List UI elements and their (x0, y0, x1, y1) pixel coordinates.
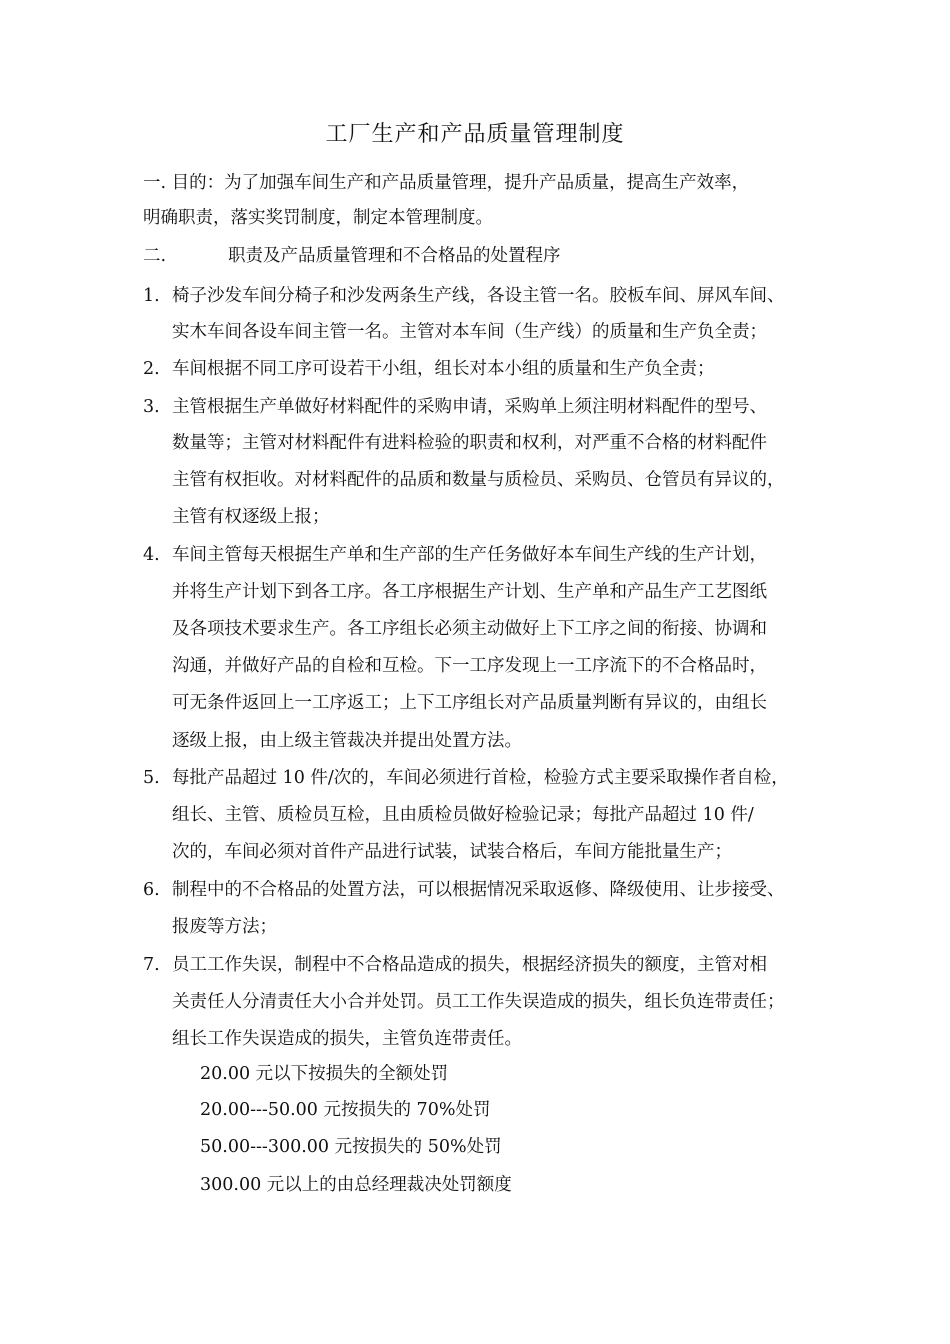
penalty-line: 20.00---50.00 元按损失的 70%处罚 (200, 1100, 491, 1120)
item-line: 数量等；主管对材料配件有进料检验的职责和权利，对严重不合格的材料配件 (172, 433, 767, 453)
item-line: 主管有权逐级上报； (172, 507, 330, 527)
item-number: 4. (143, 545, 160, 565)
item-line: 员工工作失误，制程中不合格品造成的损失，根据经济损失的额度，主管对相 (172, 955, 767, 975)
item-line: 主管有权拒收。对材料配件的品质和数量与质检员、采购员、仓管员有异议的， (172, 470, 785, 490)
penalty-line: 20.00 元以下按损失的全额处罚 (200, 1064, 449, 1084)
penalty-line: 300.00 元以上的由总经理裁决处罚额度 (200, 1175, 512, 1195)
item-line: 组长工作失误造成的损失，主管负连带责任。 (172, 1029, 522, 1049)
section1-line1: 一. 目的：为了加强车间生产和产品质量管理，提升产品质量，提高生产效率， (143, 173, 750, 193)
item-number: 2. (143, 359, 160, 379)
item-line: 车间根据不同工序可设若干小组，组长对本小组的质量和生产负全责； (172, 359, 715, 379)
item-line: 沟通，并做好产品的自检和互检。下一工序发现上一工序流下的不合格品时， (172, 656, 767, 676)
item-line: 关责任人分清责任大小合并处罚。员工工作失误造成的损失，组长负连带责任； (172, 992, 785, 1012)
item-number: 7. (143, 955, 160, 975)
item-line: 次的，车间必须对首件产品进行试装，试装合格后，车间方能批量生产； (172, 842, 732, 862)
item-line: 组长、主管、质检员互检，且由质检员做好检验记录；每批产品超过 10 件/ (172, 805, 754, 825)
item-line: 报废等方法； (172, 917, 277, 937)
item-number: 6. (143, 880, 160, 900)
item-line: 实木车间各设车间主管一名。主管对本车间（生产线）的质量和生产负全责； (172, 322, 767, 342)
item-line: 每批产品超过 10 件/次的，车间必须进行首检，检验方式主要采取操作者自检， (172, 768, 789, 788)
item-line: 主管根据生产单做好材料配件的采购申请，采购单上须注明材料配件的型号、 (172, 397, 767, 417)
section2-number: 二. (143, 246, 167, 266)
item-line: 车间主管每天根据生产单和生产部的生产任务做好本车间生产线的生产计划， (172, 545, 767, 565)
item-line: 可无条件返回上一工序返工；上下工序组长对产品质量判断有异议的，由组长 (172, 693, 767, 713)
penalty-line: 50.00---300.00 元按损失的 50%处罚 (200, 1137, 502, 1157)
item-number: 1. (143, 286, 160, 306)
section2-heading: 职责及产品质量管理和不合格品的处置程序 (228, 246, 561, 266)
item-line: 椅子沙发车间分椅子和沙发两条生产线，各设主管一名。胶板车间、屏风车间、 (172, 286, 785, 306)
item-number: 5. (143, 768, 160, 788)
document-title: 工厂生产和产品质量管理制度 (325, 122, 625, 147)
item-number: 3. (143, 397, 160, 417)
item-line: 及各项技术要求生产。各工序组长必须主动做好上下工序之间的衔接、协调和 (172, 619, 767, 639)
item-line: 制程中的不合格品的处置方法，可以根据情况采取返修、降级使用、让步接受、 (172, 880, 785, 900)
item-line: 逐级上报，由上级主管裁决并提出处置方法。 (172, 731, 522, 751)
item-line: 并将生产计划下到各工序。各工序根据生产计划、生产单和产品生产工艺图纸 (172, 582, 767, 602)
section1-line2: 明确职责，落实奖罚制度，制定本管理制度。 (143, 208, 493, 228)
